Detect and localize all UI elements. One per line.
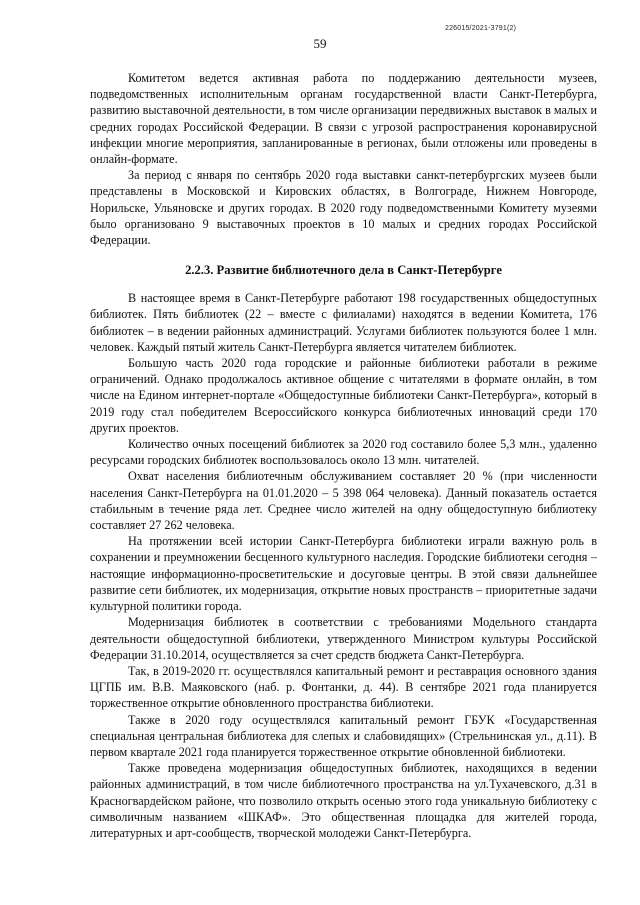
section-heading: 2.2.3. Развитие библиотечного дела в Санкт-Петербурге bbox=[185, 263, 502, 278]
document-id: 226015/2021-3791(2) bbox=[445, 25, 517, 32]
section-paragraph: Также проведена модернизация общедоступных библиотек, находящихся в ведении районных администраций, в том числе библиотечного пространства на ул.Тухачевского, д.31 в Красногвардейском районе, что позволило открыть осенью этого года уникальную библиотеку с символичным названием «ШКАФ». Это общественная площадка для жителей города, литературных и арт-сообществ, творческой молодежи Санкт-Петербурга. bbox=[90, 761, 597, 840]
section-paragraph: Охват населения библиотечным обслуживанием составляет 20 % (при численности населения Санкт-Петербурга на 01.01.2020 – 5 398 064 человека). Данный показатель остается стабильным в течение ряда лет. Среднее число жителей на одну общедоступную библиотеку составляет 27 262 человека. bbox=[90, 469, 597, 533]
section-paragraph: На протяжении всей истории Санкт-Петербурга библиотеки играли важную роль в сохранении и преумножении бесценного культурного наследия. Городские библиотеки сегодня – настоящие информационно-просветительские и досуговые центры. В этой связи дальнейшее развитие сети библиотек, их модернизация, открытие новых пространств – приоритетные задачи культурной политики города. bbox=[90, 534, 597, 614]
page-number: 59 bbox=[313, 36, 327, 51]
section-paragraph: Большую часть 2020 года городские и районные библиотеки работали в режиме ограничений. Однако продолжалось активное общение с читателями в формате онлайн, в том числе на Едином интернет-портале «Общедоступные библиотеки Санкт-Петербурга», который в 2019 году стал победителем Всероссийского конкурса библиотечных инноваций среди 170 других проектов. bbox=[90, 356, 597, 435]
section-paragraph: В настоящее время в Санкт-Петербурге работают 198 государственных общедоступных библиотек. Пять библиотек (22 – вместе с филиалами) находятся в ведении Комитета, 176 библиотек – в ведении районных администраций. Услугами библиотек пользуются более 1 млн. человек. Каждый пятый житель Санкт-Петербурга является читателем библиотек. bbox=[90, 291, 597, 354]
page-body bbox=[90, 70, 597, 841]
section-paragraph: Так, в 2019-2020 гг. осуществлялся капитальный ремонт и реставрация основного здания ЦГПБ им. В.В. Маяковского (наб. р. Фонтанки, д. 44). В сентябре 2021 года планируется торжественное открытие обновленного пространства библиотеки. bbox=[90, 663, 597, 711]
section-paragraph: Модернизация библиотек в соответствии с требованиями Модельного стандарта деятельности общедоступной библиотеки, утвержденного Министром культуры Российской Федерации 31.10.2014, осуществляется за счет средств бюджета Санкт-Петербурга. bbox=[90, 615, 597, 662]
section-paragraph: Также в 2020 году осуществлялся капитальный ремонт ГБУК «Государственная специальная центральная библиотека для слепых и слабовидящих» (Стрельнинская ул., д.11). В первом квартале 2021 года планируется торжественное открытие обновленной библиотеки. bbox=[90, 712, 597, 759]
intro-paragraph: Комитетом ведется активная работа по поддержанию деятельности музеев, подведомственных исполнительным органам государственной власти Санкт-Петербурга, развитию выставочной деятельности, в том числе организации передвижных выставок в малых и средних городах Российской Федерации. В связи с угрозой распространения коронавирусной инфекции многие мероприятия, запланированные в регионах, были отложены или проведены в онлайн-формате. bbox=[90, 71, 597, 167]
section-paragraph: Количество очных посещений библиотек за 2020 год составило более 5,3 млн., удаленно ресурсами городских библиотек воспользовалось около 13 млн. читателей. bbox=[90, 437, 597, 468]
intro-paragraph: За период с января по сентябрь 2020 года выставки санкт-петербургских музеев были представлены в Московской и Кировских областях, в Волгограде, Нижнем Новгороде, Норильске, Ульяновске и других городах. В 2020 году подведомственными Комитету музеями было организовано 9 выставочных проектов в 10 малых и средних городах Российской Федерации. bbox=[90, 168, 597, 248]
